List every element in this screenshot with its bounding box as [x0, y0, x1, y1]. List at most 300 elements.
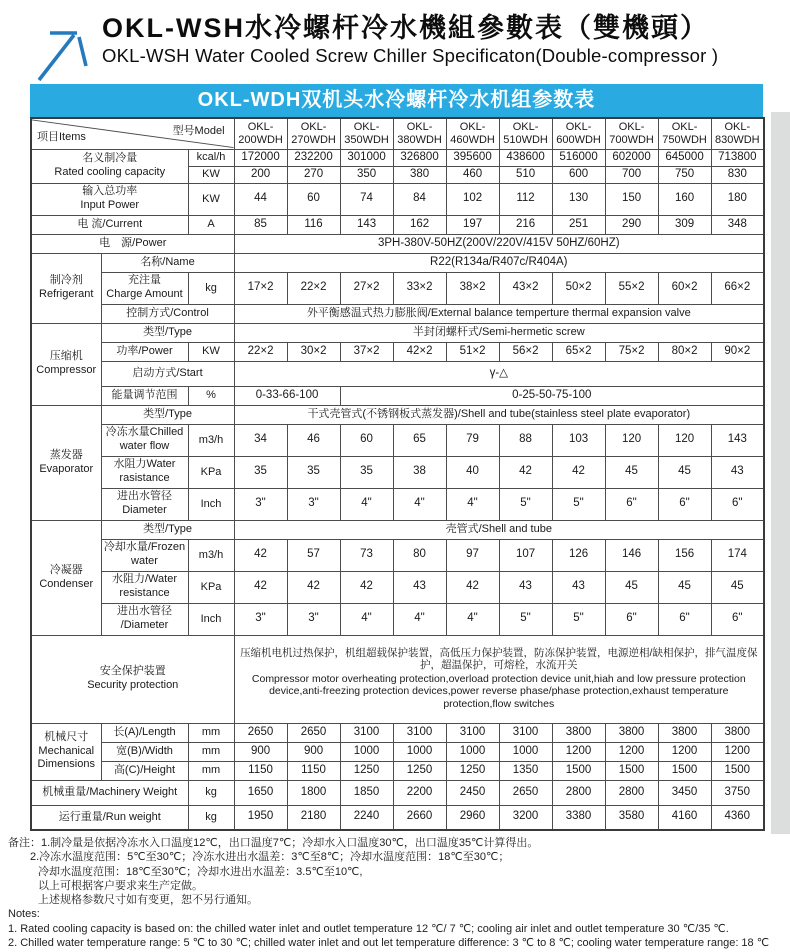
value-cell: 1250: [446, 761, 499, 780]
model-code: 830WDH: [714, 133, 760, 146]
value-cell: 84: [393, 183, 446, 215]
value-cell: 17×2: [234, 272, 287, 304]
value-cell: 88: [499, 424, 552, 456]
unit-cell: KW: [188, 166, 234, 183]
label-line: 压缩机: [49, 350, 83, 363]
unit-cell: kg: [188, 805, 234, 830]
label-line: Condenser: [39, 577, 94, 590]
value-cell: 1200: [552, 742, 605, 761]
value-cell: 120: [605, 424, 658, 456]
note-line: 备注：1.制冷量是依据冷冻水入口温度12℃，出口温度7℃；冷却水入口温度30℃，出口温度35℃计算得出。: [8, 837, 539, 849]
value-cell: 156: [658, 539, 711, 571]
value-cell: 126: [552, 539, 605, 571]
corner-items-label: 项目Items: [37, 130, 86, 143]
value-cell: 1950: [234, 805, 287, 830]
value-cell: 180: [711, 183, 764, 215]
note-line: 上述规格参数尺寸如有变更，恕不另行通知。: [38, 894, 258, 907]
value-cell: 38×2: [446, 272, 499, 304]
value-cell: 2800: [552, 780, 605, 805]
row-label: [101, 603, 188, 635]
label-line: 蒸发器: [49, 448, 83, 461]
row-label: [101, 488, 188, 520]
unit-cell: kg: [188, 272, 234, 304]
notes-block: [8, 836, 786, 950]
value-cell: 270: [287, 166, 340, 183]
label-line: Compressor: [36, 364, 97, 376]
value-cell: 22×2: [287, 272, 340, 304]
unit-cell: kcal/h: [188, 149, 234, 166]
security-text-zh: 压缩机电机过热保护，机组超载保护装置，高低压力保护装置，防冻保护装置，电源逆相/缺相保护，排气温度保护，超温保护，可熔栓，水流开关: [240, 647, 758, 672]
value-cell: 43: [552, 571, 605, 603]
value-cell: 57: [287, 539, 340, 571]
value-cell: 42: [552, 456, 605, 488]
model-header-cell: [234, 118, 287, 149]
label-line: 安全保护装置: [99, 665, 166, 678]
value-cell: 6": [711, 488, 764, 520]
value-cell: 380: [393, 166, 446, 183]
model-prefix: OKL-: [618, 120, 645, 133]
model-prefix: OKL-: [247, 120, 274, 133]
label-line: 进出水管径: [117, 605, 172, 618]
value-cell: 1500: [605, 761, 658, 780]
model-code: 380WDH: [397, 133, 442, 146]
label-line: water: [131, 555, 158, 567]
model-code: 600WDH: [556, 133, 601, 146]
value-cell: 395600: [446, 149, 499, 166]
value-cell: 112: [499, 183, 552, 215]
value-cell: 3": [287, 603, 340, 635]
value-cell: 900: [234, 742, 287, 761]
note-line: 冷却水温度范围：18℃至30℃；冷却水进出水温差：3.5℃至10℃,: [38, 865, 363, 878]
unit-cell: %: [188, 386, 234, 405]
value-cell: 35: [234, 456, 287, 488]
section-value: 壳管式/Shell and tube: [234, 520, 764, 539]
model-code: 750WDH: [662, 133, 707, 146]
value-cell: 1200: [711, 742, 764, 761]
value-cell: 4": [393, 603, 446, 635]
value-cell: 2650: [287, 723, 340, 742]
label-line: 机械尺寸: [44, 730, 89, 743]
value-cell: 2960: [446, 805, 499, 830]
section-value: 3PH-380V-50HZ(200V/220V/415V 50HZ/60HZ): [234, 234, 764, 253]
value-cell: 232200: [287, 149, 340, 166]
model-prefix: OKL-: [406, 120, 433, 133]
value-cell: 34: [234, 424, 287, 456]
group-label: [31, 723, 101, 780]
unit-cell: mm: [188, 761, 234, 780]
value-cell: 6": [605, 488, 658, 520]
section-value: 外平衡感温式热力膨胀阀/External balance temperture thermal expansion valve: [234, 304, 764, 323]
value-cell: 60×2: [658, 272, 711, 304]
row-label: 功率/Power: [101, 342, 188, 361]
value-cell: 45: [605, 456, 658, 488]
row-label: 名称/Name: [101, 253, 234, 272]
unit-cell: KW: [188, 342, 234, 361]
label-line: /Diameter: [120, 619, 169, 631]
value-cell: 197: [446, 215, 499, 234]
value-cell: 516000: [552, 149, 605, 166]
row-label: 高(C)/Height: [101, 761, 188, 780]
value-cell: 102: [446, 183, 499, 215]
model-code: 350WDH: [344, 133, 389, 146]
value-cell: 120: [658, 424, 711, 456]
label-line: 名义制冷量: [82, 152, 138, 165]
value-cell: 750: [658, 166, 711, 183]
value-cell: 600: [552, 166, 605, 183]
value-cell: 174: [711, 539, 764, 571]
page-header: [30, 12, 718, 84]
unit-cell: m3/h: [188, 539, 234, 571]
value-cell: 1150: [287, 761, 340, 780]
value-cell: 4360: [711, 805, 764, 830]
note-line: Notes:: [8, 908, 40, 921]
model-header-cell: [711, 118, 764, 149]
value-cell: 172000: [234, 149, 287, 166]
model-prefix: OKL-: [300, 120, 327, 133]
value-cell: 602000: [605, 149, 658, 166]
value-cell: 73: [340, 539, 393, 571]
model-code: 510WDH: [503, 133, 548, 146]
value-cell: 3": [234, 488, 287, 520]
value-cell: 1350: [499, 761, 552, 780]
value-cell: 146: [605, 539, 658, 571]
label-line: resistance: [119, 587, 170, 599]
value-cell: 27×2: [340, 272, 393, 304]
security-text-en: Compressor motor overheating protection,overload protection device unit,hiah and low pressure protection device,anti-freezing protection devices,power reverse phase/phase protection,exhaust temperature protection,flow switches: [251, 672, 746, 710]
value-cell: 4": [446, 488, 499, 520]
value-cell: 2180: [287, 805, 340, 830]
row-label: [31, 183, 188, 215]
model-code: 460WDH: [450, 133, 495, 146]
value-cell: 1650: [234, 780, 287, 805]
value-cell: 56×2: [499, 342, 552, 361]
row-label: [31, 635, 234, 723]
value-cell: 3580: [605, 805, 658, 830]
value-cell: 2660: [393, 805, 446, 830]
group-label: [31, 253, 101, 323]
value-cell: 75×2: [605, 342, 658, 361]
label-line: Evaporator: [39, 462, 94, 475]
row-label: [101, 539, 188, 571]
value-cell: 1000: [340, 742, 393, 761]
model-prefix: OKL-: [671, 120, 698, 133]
value-cell: 2800: [605, 780, 658, 805]
value-cell: 900: [287, 742, 340, 761]
value-cell: 2240: [340, 805, 393, 830]
value-cell: 1500: [552, 761, 605, 780]
label-line: 制冷剂: [49, 274, 83, 287]
value-cell: 65: [393, 424, 446, 456]
row-label: [101, 272, 188, 304]
value-cell: 1250: [393, 761, 446, 780]
value-cell: 3100: [340, 723, 393, 742]
value-cell: 301000: [340, 149, 393, 166]
value-cell: 5": [499, 488, 552, 520]
section-value: 干式壳管式(不锈钢板式蒸发器)/Shell and tube(stainless steel plate evaporator): [234, 405, 764, 424]
value-cell: 3450: [658, 780, 711, 805]
label-line: rasistance: [119, 472, 170, 484]
value-cell: 460: [446, 166, 499, 183]
value-cell: 66×2: [711, 272, 764, 304]
value-cell: 45: [605, 571, 658, 603]
value-cell: 42: [340, 571, 393, 603]
value-cell: 97: [446, 539, 499, 571]
value-cell: 162: [393, 215, 446, 234]
unit-cell: m3/h: [188, 424, 234, 456]
value-cell: 6": [605, 603, 658, 635]
label-line: Refrigerant: [39, 288, 94, 300]
label-line: Security protection: [87, 679, 179, 691]
label-line: 水阻力/Water: [112, 573, 177, 586]
value-cell: 65×2: [552, 342, 605, 361]
value-cell: 0-33-66-100: [234, 386, 340, 405]
value-cell: 3100: [499, 723, 552, 742]
value-cell: 60: [340, 424, 393, 456]
model-header-cell: [393, 118, 446, 149]
value-cell: 3800: [658, 723, 711, 742]
model-prefix: OKL-: [565, 120, 592, 133]
value-cell: 3100: [446, 723, 499, 742]
corner-model-label: 型号Model: [172, 125, 225, 137]
value-cell: 3100: [393, 723, 446, 742]
corner-cell: [31, 118, 234, 149]
row-label: 类型/Type: [101, 520, 234, 539]
value-cell: 3800: [711, 723, 764, 742]
label-line: 冷冻水量Chilled: [105, 426, 184, 439]
unit-cell: kg: [188, 780, 234, 805]
unit-cell: Inch: [188, 488, 234, 520]
row-label: 运行重量/Run weight: [31, 805, 188, 830]
label-line: Input Power: [80, 199, 140, 211]
value-cell: 1800: [287, 780, 340, 805]
value-cell: 42: [446, 571, 499, 603]
value-cell: 438600: [499, 149, 552, 166]
value-cell: 2650: [499, 780, 552, 805]
value-cell: 4": [340, 488, 393, 520]
value-cell: 5": [552, 603, 605, 635]
value-cell: 90×2: [711, 342, 764, 361]
model-code: 270WDH: [291, 133, 336, 146]
value-cell: 107: [499, 539, 552, 571]
label-line: 冷却水量/Frozen: [103, 541, 186, 554]
label-line: 充注量: [128, 274, 161, 287]
value-cell: 40: [446, 456, 499, 488]
unit-cell: KPa: [188, 571, 234, 603]
model-header-cell: [658, 118, 711, 149]
value-cell: 85: [234, 215, 287, 234]
note-line: 以上可根据客户要求来生产定做。: [38, 879, 203, 892]
row-label: [101, 424, 188, 456]
value-cell: 42: [287, 571, 340, 603]
value-cell: 3800: [552, 723, 605, 742]
model-header-cell: [499, 118, 552, 149]
arrow-logo-icon: [30, 22, 94, 84]
section-value: R22(R134a/R407c/R404A): [234, 253, 764, 272]
value-cell: 6": [658, 488, 711, 520]
value-cell: 43×2: [499, 272, 552, 304]
model-prefix: OKL-: [353, 120, 380, 133]
value-cell: 35: [340, 456, 393, 488]
group-label: [31, 405, 101, 520]
unit-cell: Inch: [188, 603, 234, 635]
value-cell: 3": [287, 488, 340, 520]
label-line: Rated cooling capacity: [54, 166, 166, 178]
value-cell: 35: [287, 456, 340, 488]
group-label: [31, 323, 101, 405]
value-cell: 43: [499, 571, 552, 603]
row-label: [31, 149, 188, 183]
security-text: [234, 635, 764, 723]
label-line: 输入总功率: [82, 185, 138, 198]
model-prefix: OKL-: [512, 120, 539, 133]
label-line: Mechanical Dimensions: [37, 744, 95, 771]
value-cell: 160: [658, 183, 711, 215]
value-cell: 79: [446, 424, 499, 456]
row-label: [101, 571, 188, 603]
value-cell: 80: [393, 539, 446, 571]
page-subtitle: OKL-WSH Water Cooled Screw Chiller Specificaton(Double-compressor ): [102, 45, 719, 67]
value-cell: 348: [711, 215, 764, 234]
row-label: 宽(B)/Width: [101, 742, 188, 761]
unit-cell: mm: [188, 723, 234, 742]
unit-cell: KPa: [188, 456, 234, 488]
note-line: 2. Chilled water temperature range: 5 ℃ to 30 ℃; chilled water inlet and out let temperature difference: 3 ℃ to 8 ℃; cooling water temperature range: 18 ℃: [8, 937, 770, 950]
value-cell: 3": [234, 603, 287, 635]
value-cell: 1000: [499, 742, 552, 761]
model-prefix: OKL-: [724, 120, 751, 133]
value-cell: 3750: [711, 780, 764, 805]
section-value: γ-△: [234, 361, 764, 386]
row-label: 长(A)/Length: [101, 723, 188, 742]
value-cell: 290: [605, 215, 658, 234]
row-label: 电 流/Current: [31, 215, 188, 234]
value-cell: 22×2: [234, 342, 287, 361]
unit-cell: mm: [188, 742, 234, 761]
value-cell: 42: [499, 456, 552, 488]
value-cell: 1850: [340, 780, 393, 805]
label-line: 水阻力Water: [113, 458, 176, 471]
value-cell: 44: [234, 183, 287, 215]
row-label: 电 源/Power: [31, 234, 234, 253]
value-cell: 4": [446, 603, 499, 635]
value-cell: 42×2: [393, 342, 446, 361]
model-header-cell: [446, 118, 499, 149]
value-cell: 200: [234, 166, 287, 183]
note-line: 1. Rated cooling capacity is based on: the chilled water inlet and outlet temperature 12 ℃/ 7 ℃; cooling air inlet and outlet temperature 30 ℃/35 ℃.: [8, 922, 729, 935]
value-cell: 1500: [711, 761, 764, 780]
value-cell: 130: [552, 183, 605, 215]
value-cell: 1200: [605, 742, 658, 761]
value-cell: 43: [393, 571, 446, 603]
value-cell: 80×2: [658, 342, 711, 361]
value-cell: 6": [658, 603, 711, 635]
value-cell: 74: [340, 183, 393, 215]
value-cell: 1250: [340, 761, 393, 780]
row-label: 机械重量/Machinery Weight: [31, 780, 188, 805]
model-prefix: OKL-: [459, 120, 486, 133]
value-cell: 2200: [393, 780, 446, 805]
value-cell: 5": [499, 603, 552, 635]
value-cell: 4": [340, 603, 393, 635]
row-label: 能量调节范围: [101, 386, 188, 405]
value-cell: 45: [658, 571, 711, 603]
label-line: water flow: [119, 440, 170, 452]
value-cell: 326800: [393, 149, 446, 166]
value-cell: 0-25-50-75-100: [340, 386, 764, 405]
value-cell: 60: [287, 183, 340, 215]
value-cell: 46: [287, 424, 340, 456]
label-line: Diameter: [122, 504, 167, 516]
value-cell: 143: [711, 424, 764, 456]
value-cell: 38: [393, 456, 446, 488]
value-cell: 45: [658, 456, 711, 488]
value-cell: 51×2: [446, 342, 499, 361]
value-cell: 2650: [234, 723, 287, 742]
value-cell: 4": [393, 488, 446, 520]
value-cell: 830: [711, 166, 764, 183]
page-title: OKL-WSH水冷螺杆冷水機組參數表（雙機頭）: [102, 13, 709, 43]
row-label: [101, 456, 188, 488]
value-cell: 1000: [393, 742, 446, 761]
value-cell: 645000: [658, 149, 711, 166]
value-cell: 50×2: [552, 272, 605, 304]
model-code: 700WDH: [609, 133, 654, 146]
value-cell: 350: [340, 166, 393, 183]
value-cell: 3800: [605, 723, 658, 742]
value-cell: 6": [711, 603, 764, 635]
group-label: [31, 520, 101, 635]
value-cell: 37×2: [340, 342, 393, 361]
note-line: 2.冷冻水温度范围：5℃至30℃；冷冻水进出水温差：3℃至8℃；冷却水温度范围：18℃至30℃；: [30, 851, 510, 864]
value-cell: 55×2: [605, 272, 658, 304]
value-cell: 216: [499, 215, 552, 234]
value-cell: 116: [287, 215, 340, 234]
model-header-cell: [605, 118, 658, 149]
model-header-cell: [552, 118, 605, 149]
value-cell: 3380: [552, 805, 605, 830]
model-code: 200WDH: [238, 133, 283, 146]
value-cell: 4160: [658, 805, 711, 830]
value-cell: 103: [552, 424, 605, 456]
label-line: 进出水管径: [117, 490, 172, 503]
value-cell: 713800: [711, 149, 764, 166]
model-header-cell: [287, 118, 340, 149]
spec-table: [30, 117, 765, 831]
value-cell: 2450: [446, 780, 499, 805]
value-cell: 33×2: [393, 272, 446, 304]
value-cell: 1000: [446, 742, 499, 761]
value-cell: 30×2: [287, 342, 340, 361]
row-label: 控制方式/Control: [101, 304, 234, 323]
row-label: 类型/Type: [101, 405, 234, 424]
value-cell: 150: [605, 183, 658, 215]
label-line: Charge Amount: [106, 288, 183, 300]
row-label: 启动方式/Start: [101, 361, 234, 386]
value-cell: 510: [499, 166, 552, 183]
value-cell: 1150: [234, 761, 287, 780]
model-header-cell: [340, 118, 393, 149]
section-value: 半封闭螺杆式/Semi-hermetic screw: [234, 323, 764, 342]
unit-cell: A: [188, 215, 234, 234]
value-cell: 45: [711, 571, 764, 603]
value-cell: 42: [234, 539, 287, 571]
value-cell: 1200: [658, 742, 711, 761]
value-cell: 3200: [499, 805, 552, 830]
value-cell: 700: [605, 166, 658, 183]
value-cell: 43: [711, 456, 764, 488]
value-cell: 251: [552, 215, 605, 234]
page-edge-shadow: [771, 112, 790, 834]
